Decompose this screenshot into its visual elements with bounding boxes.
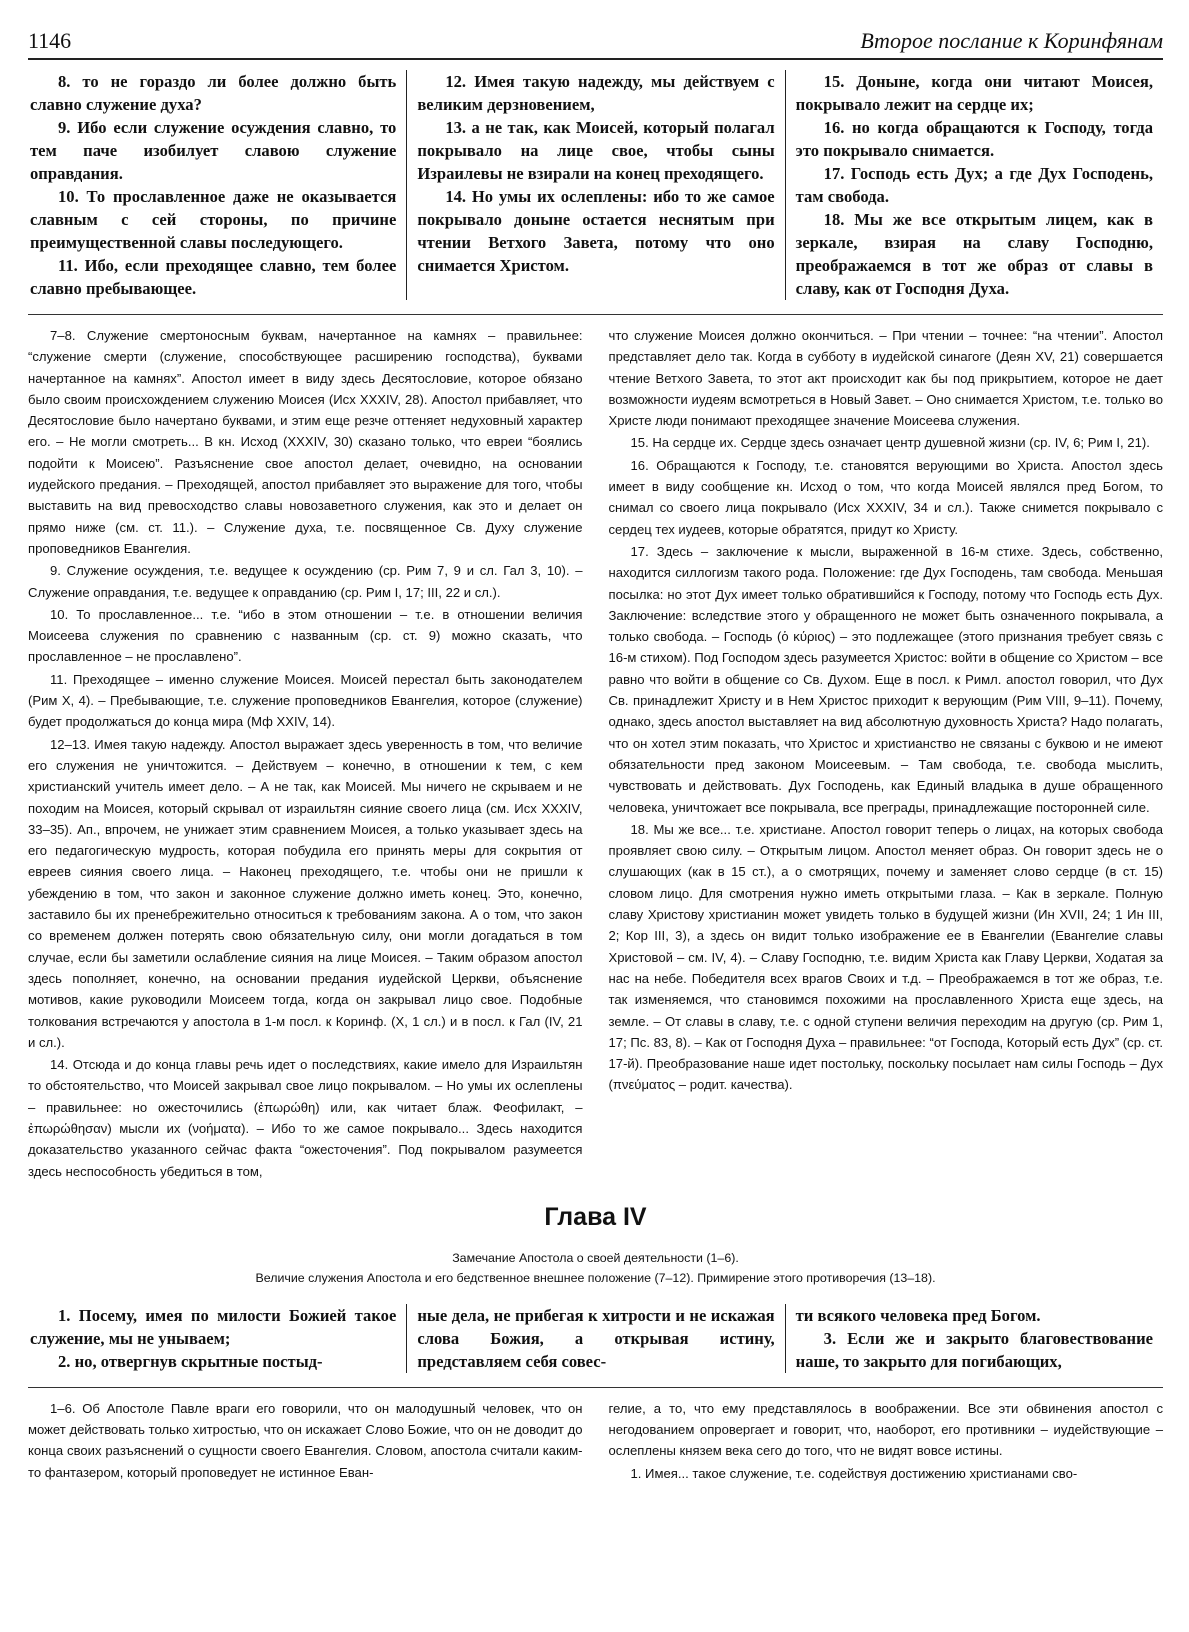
commentary-paragraph: гелие, а то, что ему представлялось в воображении. Все эти обвинения апостол с негодованием опровергает и говорит, что, наоборот, его противники – иудействующие – ослеплены князем века сего до того, что не видят вовсе истины. [608, 1400, 1163, 1459]
running-title: Второе послание к Коринфянам [860, 28, 1163, 53]
verse: 12. Имея такую надежду, мы действуем с великим дерзновением, [417, 72, 775, 114]
verse: 17. Господь есть Дух; а где Дух Господень, там свобода. [795, 164, 1153, 206]
commentary-column-left [28, 1398, 583, 1485]
verse: 15. Доныне, когда они читают Моисея, покрывало лежит на сердце их; [795, 72, 1153, 114]
commentary-paragraph: 9. Служение осуждения, т.е. ведущее к осуждению (ср. Рим 7, 9 и сл. Гал 3, 10). – Служение оправдания, т.е. ведущее к оправданию (ср. Рим I, 17; III, 22 и сл.). [28, 563, 583, 600]
commentary-paragraph: 18. Мы же все... т.е. христиане. Апостол говорит теперь о лицах, на которых свобода проявляет свою силу. – Открытым лицом. Апостол меняет образ. Он говорит здесь не о слушающих (как в 15 ст.), а о смотрящих, почему и заменяет слово сердце (в ст. 15) словом лицо. Для смотрения нужно иметь открытыми глаза. – Как в зеркале. Полную славу Христову христианин может увидеть только в будущей жизни (Ин XVII, 24; 1 Ин III, 2; Кор III, 3), а здесь он видит только изображение ее в Евангелии (Евангелие славы Христовой – см. IV, 4). – Славу Господню, т.е. видим Христа как Главу Церкви, Ходатая за нас на небе. Победителя всех врагов Своих и т.д. – Преображаемся в тот же образ, т.е. так изменяемся, что становимся похожими на прославленного Христа еще здесь, на земле. – От славы в славу, т.е. с одной ступени величия переходим на другую (ср. Рим 1, 17; Пс. 83, 8). – Как от Господня Духа – правильнее: “от Господа, Который есть Дух” (ср. ст. 17-й). Преобразование наше идет постольку, поскольку посылает нам силы Господь – Дух (πνεύματος – родит. качества). [608, 821, 1163, 1093]
chapter-title: Глава IV [544, 1202, 647, 1231]
verse: 11. Ибо, если преходящее славно, тем более славно пребывающее. [30, 256, 397, 298]
verse: 18. Мы же все открытым лицем, как в зеркале, взирая на славу Господню, преображаемся в тот же образ от славы в славу, как от Господня Духа. [795, 210, 1153, 298]
verse: 16. но когда обращаются к Господу, тогда это покрывало снимается. [795, 118, 1153, 160]
commentary-paragraph: 15. На сердце их. Сердце здесь означает центр душевной жизни (ср. IV, 6; Рим I, 21). [630, 435, 1150, 451]
commentary-paragraph: 1. Имея... такое служение, т.е. содействуя достижению христианами сво- [630, 1465, 1078, 1481]
commentary-paragraph: 10. То прославленное... т.е. “ибо в этом отношении – т.е. в отношении величия Моисеева служения по сравнению с названным (ср. ст. 9) можно сказать, что прославленное – не прославлено”. [28, 606, 583, 665]
page-number: 1146 [28, 28, 72, 53]
commentary-paragraph: 12–13. Имея такую надежду. Апостол выражает здесь уверенность в том, что величие его служения не уничтожится. – Действуем – конечно, в отношении к тем, с кем христианский учитель имеет дело. – А не так, как Моисей. Мы ничего не скрываем и не походим на Моисея, который скрывал от израильтян сияние своего лица (см. Исх XXXIV, 33–35). Ап., впрочем, не унижает этим сравнением Моисея, а только указывает здесь на его педагогическую мудрость, которая побудила его принять меры для сокрытия от евреев сияния своего лица. – Наконец преходящего, т.е. чтобы они не пришли к убеждению в том, что закон и законное служение должно иметь конец. Это, конечно, заставило бы их пренебрежительно относиться к требованиям закона. А о том, что закон со временем должен потерять свою обязательную силу, они могли догадаться в том случае, если бы заметили ослабление сияния на лице Моисея. – Таким образом апостол здесь пополняет, конечно, на основании предания иудейской Церкви, объяснение мотивов, какие руководили Моисеем тогда, когда он закрывал лицо свое. Подобные толкования встречаются у апостола в 1-м посл. к Коринф. (X, 1 сл.) и в посл. к Гал (IV, 21 и сл.). [28, 736, 583, 1050]
commentary-paragraph: 17. Здесь – заключение к мысли, выраженной в 16-м стихе. Здесь, собственно, находится силлогизм такого рода. Положение: где Дух Господень, там свобода. Меньшая посылка: но этот Дух имеет только обратившийся к Господу, потому что Господь есть Дух. Заключение: вследствие этого у обращенного не может быть означенного покрывала, а только свобода. – Господь (ὁ κύριος) – это подлежащее (этого признания требует связь с 16-м стихом). Под Господом здесь разумеется Христос: войти в общение со Христом – все равно что войти в общение со Св. Духом. Еще в посл. к Римл. апостол говорил, что Дух Св. принадлежит Христу и в Нем Христос приходит к верующим (Рим VIII, 9–11). Почему, однако, здесь апостол выставляет на вид абсолютную духовность Христа? Надо полагать, что он хотел этим показать, что Христос и христианство не связаны с буквою и не имеют обязательности пред законом Моисеевым. – Там свобода, т.е. свобода мыслить, чувствовать и действовать. Дух Господень, как Единый владыка в душе обращенного человека, уничтожает все покрывала, все преграды, принадлежащие посторонней силе. [608, 543, 1163, 815]
chapter-heading [28, 1203, 1163, 1288]
chapter-summary-line: Величие служения Апостола и его бедственное внешнее положение (7–12). Примирение этого противоречия (13–18). [255, 1270, 936, 1285]
page [28, 14, 1163, 1485]
commentary-paragraph: 1–6. Об Апостоле Павле враги его говорили, что он малодушный человек, что он может действовать только хитростью, что он искажает Слово Божие, что он не доводит до конца своих разъяснений о сущности своего Евангелия. Словом, апостола считали каким-то фантазером, который проповедует не истинное Еван- [28, 1400, 583, 1480]
verse: 10. То прославленное даже не оказывается славным с сей стороны, по причине преимущественной славы последующего. [30, 187, 397, 252]
page-header [28, 14, 1163, 60]
commentary-paragraph: 11. Преходящее – именно служение Моисея. Моисей перестал быть законодателем (Рим X, 4). – Пребывающие, т.е. служение проповедников Евангелия, которое (служение) будет продолжаться до конца мира (Мф XXIV, 14). [28, 671, 583, 730]
verse-column-3 [785, 70, 1163, 300]
divider [28, 314, 1163, 315]
verse-column-1 [28, 1304, 406, 1373]
verse-column-3 [785, 1304, 1163, 1373]
commentary-column-left [28, 325, 583, 1183]
commentary-column-right [609, 1398, 1164, 1485]
commentary-column-right [609, 325, 1164, 1183]
divider [28, 1387, 1163, 1388]
verse: 13. а не так, как Моисей, который полагал покрывало на лице свое, чтобы сыны Израилевы не взирали на конец преходящего. [417, 118, 775, 183]
verse-column-1 [28, 70, 406, 300]
verse: 14. Но умы их ослеплены: ибо то же самое покрывало доныне остается неснятым при чтении Ветхого Завета, потому что оно снимается Христом. [417, 187, 775, 275]
commentary-block-top [28, 325, 1163, 1183]
verse: 8. то не гораздо ли более должно быть славно служение духа? [30, 72, 397, 114]
commentary-paragraph: что служение Моисея должно окончиться. – При чтении – точнее: “на чтении”. Апостол представляет дело так. Когда в субботу в иудейской синагоге (Деян XV, 21) совершается чтение Ветхого Завета, то этот акт происходит как бы под прикрытием, которое не дает возможности иудеям всмотреться в Новый Завет. – Оно снимается Христом, т.е. только во Христе люди понимают преходящее значение Моисеева служения. [608, 328, 1163, 429]
chapter-summary-line: Замечание Апостола о своей деятельности (1–6). [452, 1250, 739, 1265]
verse: ти всякого человека пред Богом. [795, 1305, 1041, 1325]
verses-block-top [28, 70, 1163, 300]
commentary-paragraph: 14. Отсюда и до конца главы речь идет о последствиях, какие имело для Израильтян то обстоятельство, что Моисей закрывал свое лицо покрывалом. – Но умы их ослеплены – правильнее: но ожесточились (ἐπωρώθη) или, как читает блаж. Феофилакт, – ἐπωρώθησαν) мысли их (νοήματα). – Ибо то же самое покрывало... Здесь находится доказательство указанного сейчас факта “ожесточения”. Под покрывалом разумеется здесь неспособность убедиться в том, [28, 1057, 583, 1179]
verses-block-bottom [28, 1304, 1163, 1373]
verse: 2. но, отвергнув скрытные постыд- [58, 1351, 323, 1371]
verse: 9. Ибо если служение осуждения славно, то тем паче изобилует славою служение оправдания. [30, 118, 397, 183]
verse: ные дела, не прибегая к хитрости и не искажая слова Божия, а открывая истину, представляем себя совес- [417, 1305, 775, 1371]
commentary-paragraph: 16. Обращаются к Господу, т.е. становятся верующими во Христа. Апостол здесь имеет в виду сообщение кн. Исход о том, что когда Моисей являлся пред Богом, то снимал со своего лица покрывало (Исх XXXIV, 34 и сл.). Также снимется покрывало с сердец тех иудеев, которые обратятся, придут ко Христу. [608, 457, 1163, 537]
verse-column-2 [406, 70, 784, 300]
commentary-paragraph: 7–8. Служение смертоносным буквам, начертанное на камнях – правильнее: “служение смерти (служение, способствующее расширению господства), буквами начертанное на камнях”. Апостол имеет в виду здесь Десятословие, которое обязано было своим происхождением служению Моисея (Исх XXXIV, 28). Апостол прибавляет, что Десятословие было начертано буквами, и этим еще резче оттеняет недуховный характер его. – Не могли смотреть... В кн. Исход (XXXIV, 30) сказано только, что евреи “боялись подойти к Моисею”. Разъяснение свое апостол делает, очевидно, на основании иудейского предания. – Преходящей, апостол прибавляет это выражение для того, чтобы выставить на вид превосходство славы новозаветного служения, как это и делает он прямо ниже (см. ст. 11.). – Служение духа, т.е. посвященное Св. Духу служение проповедников Евангелия. [28, 328, 583, 556]
commentary-block-bottom [28, 1398, 1163, 1485]
verse: 3. Если же и закрыто благовествование наше, то закрыто для погибающих, [795, 1328, 1153, 1371]
verse-column-2 [406, 1304, 784, 1373]
verse: 1. Посему, имея по милости Божией такое служение, мы не унываем; [30, 1305, 397, 1348]
